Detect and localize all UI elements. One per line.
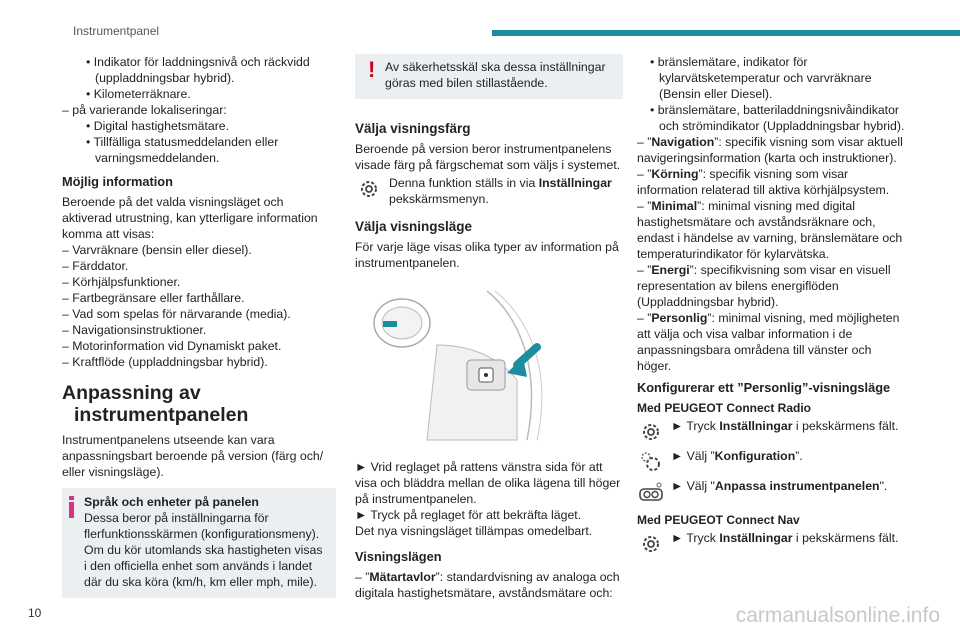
heading-configure-personal: Konfigurerar ett ”Personlig”-visningsläge bbox=[637, 380, 891, 395]
warning-icon: ! bbox=[368, 57, 376, 82]
mode-personal: – ”Personlig”: minimal visning, med möjligheten att välja och visa valbar information i de anpassningsbara områdena till vänster och höger. bbox=[637, 311, 900, 373]
dash-item: – Motorinformation vid Dynamiskt paket. bbox=[62, 339, 282, 353]
dash-item: – Kraftflöde (uppladdningsbar hybrid). bbox=[62, 355, 268, 369]
settings-gear-icon bbox=[637, 418, 665, 446]
paragraph-possible-info: Beroende på det valda visningsläget och aktiverad utrustning, kan ytterligare information komma att visas: bbox=[62, 195, 318, 241]
column-2 bbox=[355, 54, 623, 601]
dash-item: – på varierande lokaliseringar: bbox=[62, 103, 227, 117]
dash-item: – Vad som spelas för närvarande (media). bbox=[62, 307, 291, 321]
mode-minimal: – ”Minimal”: minimal visning med digital hastighetsmätare och avståndsräknare och, endast i händelse av varning, bränslemätare och temperaturindikator för kylarvätska. bbox=[637, 199, 903, 261]
instrument-panel-icon bbox=[637, 478, 665, 506]
column-1 bbox=[62, 54, 336, 598]
heading-possible-info: Möjlig information bbox=[62, 174, 173, 189]
paragraph-display-mode: För varje läge visas olika typer av information på instrumentpanelen. bbox=[355, 240, 619, 270]
step-rotate: ► Vrid reglaget på rattens vänstra sida för att visa och bläddra mellan de olika lägena till höger på instrumentpanelen. bbox=[355, 460, 621, 506]
dash-item: – Varvräknare (bensin eller diesel). bbox=[62, 243, 252, 257]
settings-gear-icon bbox=[355, 175, 383, 203]
dash-item: – Körhjälpsfunktioner. bbox=[62, 275, 181, 289]
bullet-item: • Tillfälliga statusmeddelanden eller varningsmeddelanden. bbox=[86, 135, 279, 165]
step-press: ► Tryck på reglaget för att bekräfta läget. bbox=[355, 508, 582, 522]
dash-item: – Navigationsinstruktioner. bbox=[62, 323, 207, 337]
settings-gear-icon bbox=[637, 530, 665, 558]
settings-note-text: Denna funktion ställs in via Inställningar pekskärmsmenyn. bbox=[389, 176, 612, 206]
page-number: 10 bbox=[28, 606, 42, 620]
configuration-gears-icon bbox=[637, 448, 665, 476]
settings-note bbox=[355, 175, 623, 207]
paragraph-display-color: Beroende på version beror instrumentpanelens visade färg på färgschemat som väljs i systemet. bbox=[355, 142, 621, 172]
section-heading-adapt: Anpassning av instrumentpanelen bbox=[62, 382, 249, 426]
info-icon bbox=[69, 496, 74, 518]
paragraph-adapt: Instrumentpanelens utseende kan vara anpassningsbart beroende på version (färg och/ eller visningsläge). bbox=[62, 433, 324, 479]
heading-display-color: Välja visningsfärg bbox=[355, 121, 471, 136]
info-title: Språk och enheter på panelen bbox=[84, 495, 259, 509]
info-body: Dessa beror på inställningarna för flerfunktionsskärmen (konfigurationsmeny). Om du kör utomlands ska hastigheten visas i den officiella enhet som används i landet där du ska köra (km/h, km eller mph, mile). bbox=[84, 511, 323, 589]
radio-step-2: ► Välj ”Konfiguration”. bbox=[637, 448, 905, 476]
column-3 bbox=[637, 54, 905, 558]
bullet-item: • bränslemätare, indikator för kylarvätsketemperatur och varvräknare (Bensin eller Diesel). bbox=[650, 55, 872, 101]
subheading-connect-radio: Med PEUGEOT Connect Radio bbox=[637, 401, 812, 415]
subheading-connect-nav: Med PEUGEOT Connect Nav bbox=[637, 513, 800, 527]
heading-display-modes: Visningslägen bbox=[355, 549, 442, 564]
bullet-item: • Indikator för laddningsnivå och räckvidd (uppladdningsbar hybrid). bbox=[86, 55, 310, 85]
heading-display-mode: Välja visningsläge bbox=[355, 219, 473, 234]
mode-energy: – ”Energi”: specifikvisning som visar en visuell representation av bilens energiflöden (Uppladdningsbar hybrid). bbox=[637, 263, 891, 309]
mode-driving: – ”Körning”: specifik visning som visar information relaterad till aktiva körhjälpsystem. bbox=[637, 167, 890, 197]
bullet-item: • Kilometerräknare. bbox=[86, 87, 191, 101]
step-result: Det nya visningsläget tillämpas omedelbart. bbox=[355, 524, 593, 538]
warning-box bbox=[355, 54, 623, 99]
bullet-item: • bränslemätare, batteriladdningsnivåindikator och strömindikator (Uppladdningsbar hybrid). bbox=[650, 103, 905, 133]
header-accent-bar bbox=[492, 30, 960, 36]
warning-text: Av säkerhetsskäl ska dessa inställningar göras med bilen stillastående. bbox=[385, 60, 606, 90]
dash-item: – Färddator. bbox=[62, 259, 129, 273]
section-title: Instrumentpanel bbox=[73, 24, 160, 38]
info-box bbox=[62, 488, 336, 598]
watermark: carmanualsonline.info bbox=[735, 604, 940, 627]
page-header bbox=[0, 0, 960, 38]
mode-dials: – ”Mätartavlor”: standardvisning av analoga och digitala hastighetsmätare, avståndsmätare och: bbox=[355, 570, 620, 600]
steering-wheel-illustration bbox=[367, 285, 607, 445]
radio-step-1: ► Tryck Inställningar i pekskärmens fält. bbox=[637, 418, 905, 446]
dash-item: – Fartbegränsare eller farthållare. bbox=[62, 291, 245, 305]
radio-step-3: ► Välj "Anpassa instrumentpanelen". bbox=[637, 478, 905, 506]
bullet-item: • Digital hastighetsmätare. bbox=[86, 119, 230, 133]
mode-navigation: – ”Navigation”: specifik visning som visar aktuell navigeringsinformation (karta och instruktioner). bbox=[637, 135, 903, 165]
nav-step-1: ► Tryck Inställningar i pekskärmens fält. bbox=[637, 530, 905, 558]
